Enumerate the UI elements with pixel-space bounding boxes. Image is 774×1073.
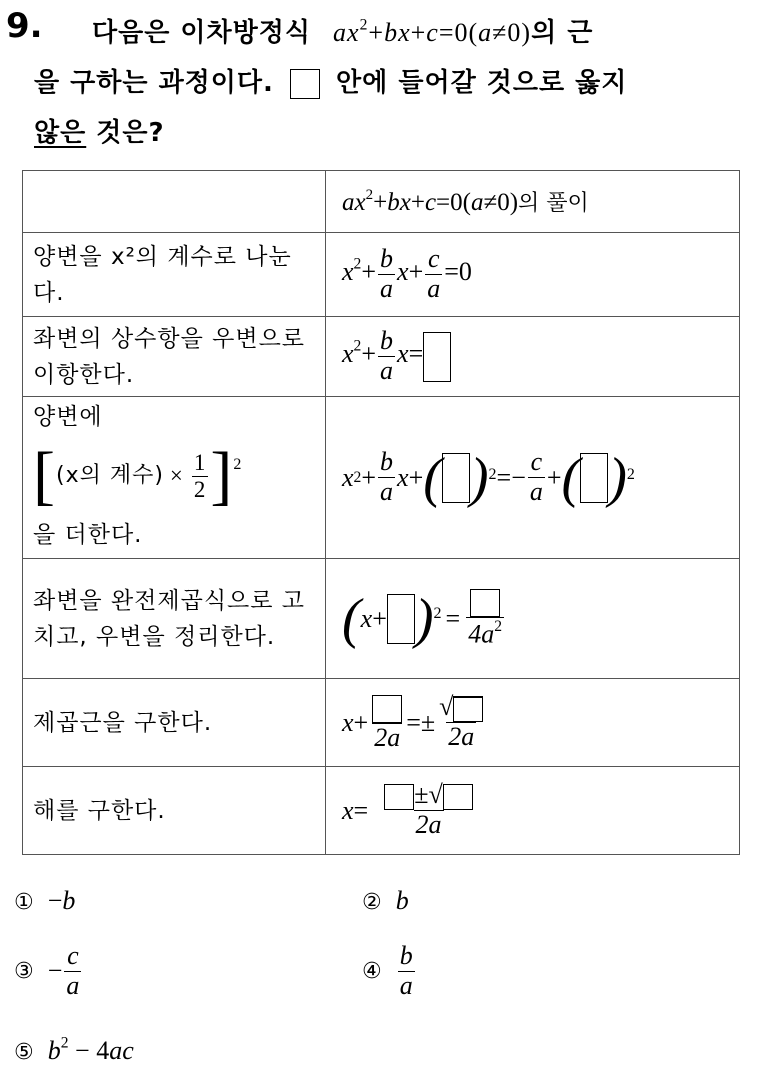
header-empty-cell <box>23 171 326 233</box>
table-row <box>23 679 740 767</box>
math-cell <box>326 767 740 855</box>
math-cell <box>326 679 740 767</box>
question-line-1 <box>92 12 593 49</box>
choice-1[interactable]: ① −b <box>14 886 76 915</box>
blank-box <box>372 695 402 723</box>
table-row <box>23 559 740 679</box>
step-text: 해를 구한다. <box>33 797 166 824</box>
table-header-row <box>23 171 740 233</box>
quadratic-equation: $ax^2+bx+c=0(a\ne 0)$ <box>333 16 532 47</box>
step-cell <box>23 317 326 397</box>
question-text-3: 것은? <box>96 118 165 148</box>
step-text: 양변을 x²의 계수로 나눈다. <box>33 243 292 306</box>
question-line-2 <box>34 62 627 99</box>
table-row <box>23 767 740 855</box>
choice-2[interactable]: ② b <box>362 886 409 915</box>
blank-box <box>453 696 483 722</box>
step-text: 을 더한다. <box>33 522 143 548</box>
choice-5[interactable]: ⑤ $b^2 - 4ac$ <box>14 1034 134 1065</box>
question-text-2: 을 구하는 과정이다. <box>34 68 274 98</box>
math-cell <box>326 559 740 679</box>
question-text-1b: 의 근 <box>531 18 594 48</box>
solution-table <box>22 170 740 855</box>
blank-box <box>580 453 608 503</box>
question-number: 9. <box>6 6 43 46</box>
header-solution-label: 의 풀이 <box>518 191 589 216</box>
step-text: 제곱근을 구한다. <box>33 709 213 736</box>
choice-number: ② <box>362 890 382 915</box>
choice-number: ① <box>14 890 34 915</box>
math-cell <box>326 233 740 317</box>
equation-transpose: $x^2+$ $\frac{b}{a}$ x= <box>326 327 739 385</box>
underlined-not: 않은 <box>34 118 87 148</box>
equation-complete-square: x 2 + $\frac{b}{a}$ x + ( ) 2 =− $\frac{c}{a}$ + ( ) 2 <box>342 446 635 509</box>
choice-number: ④ <box>362 958 382 984</box>
question-text-1: 다음은 이차방정식 <box>92 18 311 48</box>
equation-sqrt: x + 2a =± $\frac{√}{2a}$ <box>326 693 739 753</box>
question-text-2b: 안에 들어갈 것으로 옳지 <box>336 68 628 98</box>
step-text: 좌변의 상수항을 우변으로 이항한다. <box>33 325 306 388</box>
equation-solution: x = $\frac{\pm√}{2a}$ <box>326 781 739 840</box>
step-cell <box>23 559 326 679</box>
blank-box <box>470 589 500 617</box>
blank-box <box>384 784 414 810</box>
coefficient-label: (x의 계수) <box>55 463 164 488</box>
step-cell <box>23 233 326 317</box>
blank-box <box>442 453 470 503</box>
math-cell <box>326 317 740 397</box>
question-line-3 <box>34 112 165 149</box>
table-row <box>23 397 740 559</box>
blank-box <box>423 332 451 382</box>
step-factor: [ (x의 계수) × $\frac{1}{2}$ ] 2 <box>33 439 243 512</box>
math-cell <box>326 397 740 559</box>
equation-square-form: ( x + ) 2 = $4a^2$ <box>342 587 502 650</box>
table-row <box>23 233 740 317</box>
step-cell <box>23 767 326 855</box>
step-cell <box>23 397 326 559</box>
step-text: 양변에 <box>33 404 103 430</box>
choice-number: ⑤ <box>14 1039 34 1065</box>
step-cell <box>23 679 326 767</box>
equation-divide: $x^2+$ $\frac{b}{a}$ x+ $\frac{c}{a}$ =0 <box>342 244 472 303</box>
table-row <box>23 317 740 397</box>
choice-number: ③ <box>14 958 34 984</box>
choice-4[interactable]: ④ $\frac{b}{a}$ <box>362 941 413 1000</box>
blank-box <box>443 784 473 810</box>
blank-box <box>290 69 320 99</box>
choice-3[interactable]: ③ − $\frac{c}{a}$ <box>14 941 80 1000</box>
blank-box <box>387 594 415 644</box>
step-text: 좌변을 완전제곱식으로 고치고, 우변을 정리한다. <box>33 587 306 650</box>
header-solution-cell: $ax^2+bx+c=0(a\ne 0)$의 풀이 <box>326 171 740 233</box>
